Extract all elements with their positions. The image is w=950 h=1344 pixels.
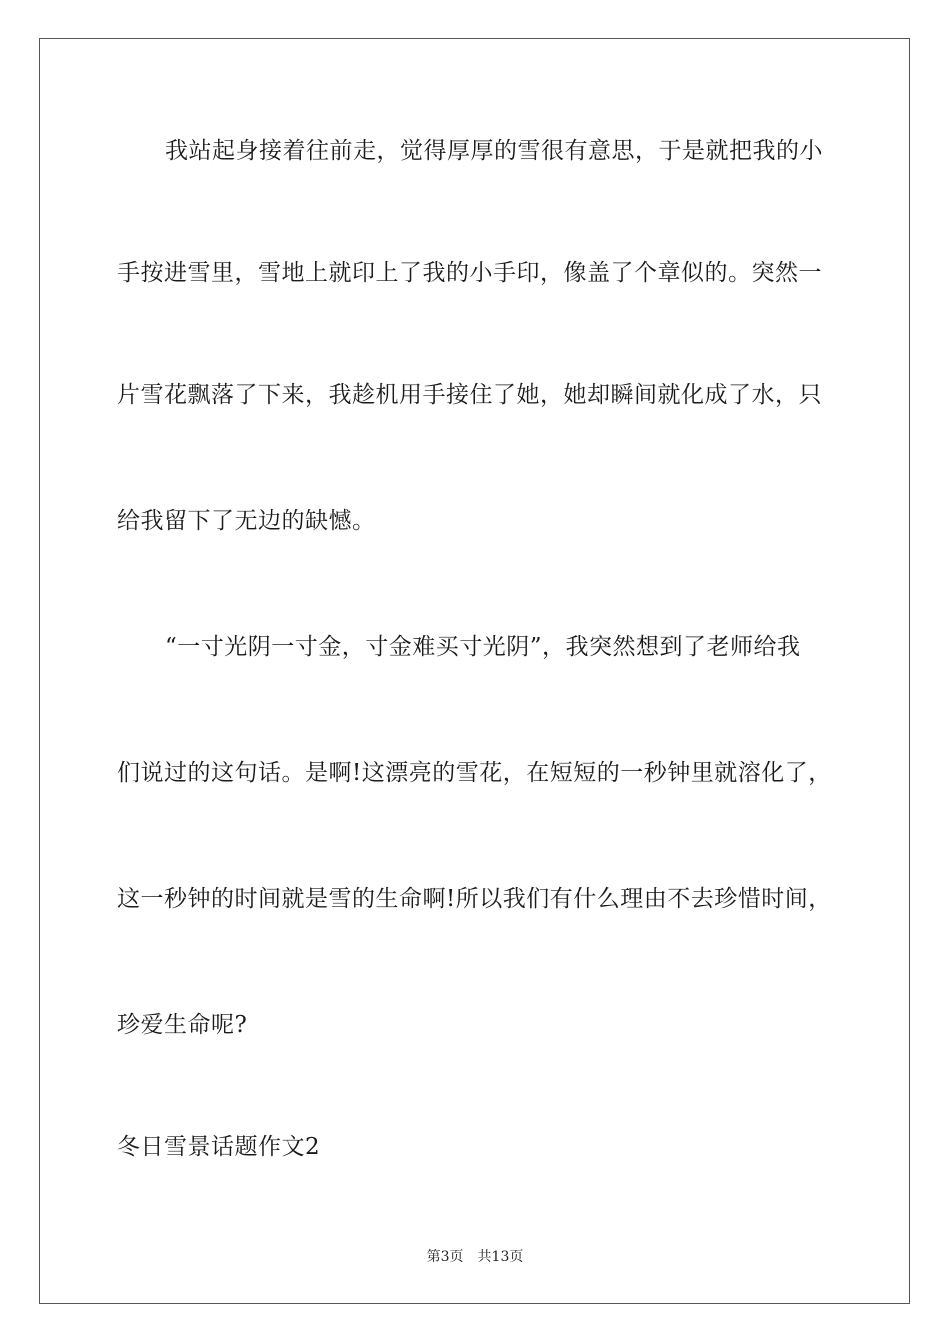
- paragraph-2-line-4: 珍爱生命呢?: [117, 1012, 248, 1038]
- paragraph-1-line-3: 片雪花飘落了下来，我趁机用手接住了她，她却瞬间就化成了水，只: [117, 382, 822, 408]
- section-heading: 冬日雪景话题作文2: [117, 1134, 321, 1160]
- page-number: 第3页: [426, 1249, 464, 1265]
- paragraph-2-line-1: “一寸光阴一寸金，寸金难买寸光阴”，我突然想到了老师给我: [165, 634, 801, 660]
- paragraph-1-line-2: 手按进雪里，雪地上就印上了我的小手印，像盖了个章似的。突然一: [117, 260, 822, 286]
- paragraph-1-line-1: 我站起身接着往前走，觉得厚厚的雪很有意思，于是就把我的小: [165, 138, 823, 164]
- paragraph-2-line-3: 这一秒钟的时间就是雪的生命啊!所以我们有什么理由不去珍惜时间，: [117, 886, 832, 912]
- page-frame: [39, 38, 910, 1304]
- paragraph-2-line-2: 们说过的这句话。是啊!这漂亮的雪花，在短短的一秒钟里就溶化了，: [117, 760, 832, 786]
- page-footer: [0, 1248, 950, 1266]
- paragraph-1-line-4: 给我留下了无边的缺憾。: [117, 508, 376, 534]
- page-total: 共13页: [477, 1249, 524, 1265]
